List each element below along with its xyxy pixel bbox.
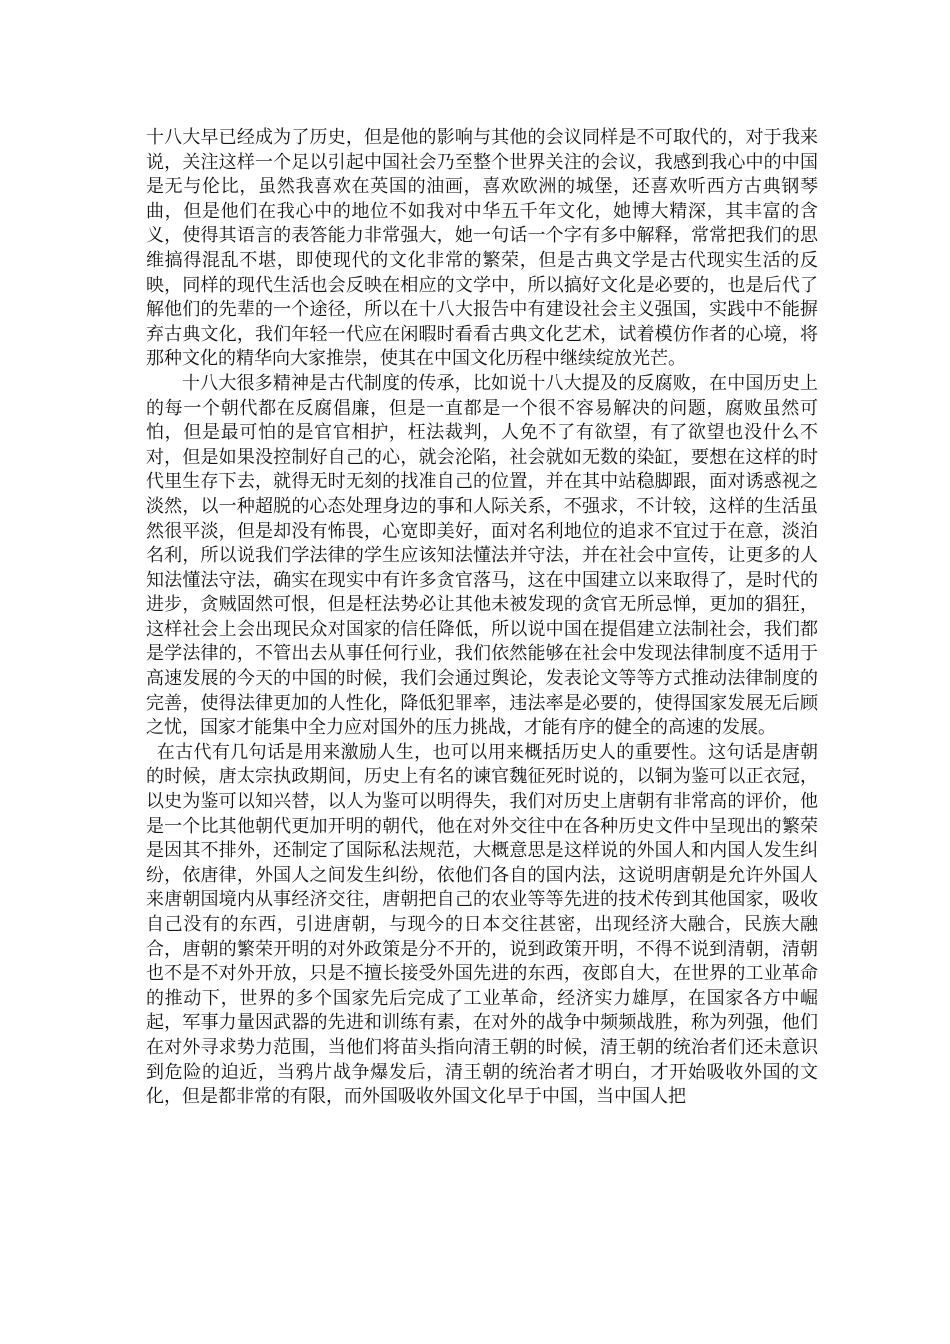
document-body	[146, 126, 818, 1110]
paragraph-1: 十八大早已经成为了历史，但是他的影响与其他的会议同样是不可取代的，对于我来说，关注这样一个足以引起中国社会乃至整个世界关注的会议，我感到我心中的中国是无与伦比，虽然我喜欢在英国的油画，喜欢欧洲的城堡，还喜欢听西方古典钢琴曲，但是他们在我心中的地位不如我对中华五千年文化，她博大精深，其丰富的含义，使得其语言的表答能力非常强大，她一句话一个字有多中解释，常常把我们的思维搞得混乱不堪，即使现代的文化非常的繁荣，但是古典文学是古代现实生活的反映，同样的现代生活也会反映在相应的文学中，所以搞好文化是必要的，也是后代了解他们的先辈的一个途径，所以在十八大报告中有建设社会主义强国，实践中不能摒弃古典文化，我们年轻一代应在闲暇时看看古典文化艺术，试着模仿作者的心境，将那种文化的精华向大家推崇，使其在中国文化历程中继续绽放光芒。	[146, 127, 818, 370]
paragraph-2: 十八大很多精神是古代制度的传承，比如说十八大提及的反腐败，在中国历史上的每一个朝代都在反腐倡廉，但是一直都是一个很不容易解决的问题，腐败虽然可怕，但是最可怕的是官官相护，枉法裁判，人免不了有欲望，有了欲望也没什么不对，但是如果没控制好自己的心，就会沦陷，社会就如无数的染缸，要想在这样的时代里生存下去，就得无时无刻的找准自己的位置，并在其中站稳脚跟，面对诱惑视之淡然，以一种超脱的心态处理身边的事和人际关系，不强求，不计较，这样的生活虽然很平淡，但是却没有怖畏，心宽即美好，面对名利地位的追求不宜过于在意，淡泊名利，所以说我们学法律的学生应该知法懂法并守法，并在社会中宣传，让更多的人知法懂法守法，确实在现实中有许多贪官落马，这在中国建立以来取得了，是时代的进步，贪贼固然可恨，但是枉法势必让其他未被发现的贪官无所忌惮，更加的猖狂，这样社会上会出现民众对国家的信任降低，所以说中国在提倡建立法制社会，我们都是学法律的，不管出去从事任何行业，我们依然能够在社会中发现法律制度不适用于高速发展的今天的中国的时候，我们会通过舆论，发表论文等等方式推动法律制度的完善，使得法律更加的人性化，降低犯罪率，违法率是必要的，使得国家发展无后顾之忧，国家才能集中全力应对国外的压力挑战，才能有序的健全的高速的发展。	[146, 372, 818, 739]
paragraph-3: 在古代有几句话是用来激励人生，也可以用来概括历史人的重要性。这句话是唐朝的时候，唐太宗执政期间，历史上有名的谏官魏征死时说的，以铜为鉴可以正衣冠，以史为鉴可以知兴替，以人为鉴可以明得失，我们对历史上唐朝有非常高的评价，他是一个比其他朝代更加开明的朝代，他在对外交往中在各种历史文件中呈现出的繁荣是因其不排外，还制定了国际私法规范，大概意思是这样说的外国人和内国人发生纠纷，依唐律，外国人之间发生纠纷，依他们各自的国内法，这说明唐朝是允许外国人来唐朝国境内从事经济交往，唐朝把自己的农业等等先进的技术传到其他国家，吸收自己没有的东西，引进唐朝，与现今的日本交往甚密，出现经济大融合，民族大融合，唐朝的繁荣开明的对外政策是分不开的，说到政策开明，不得不说到清朝，清朝也不是不对外开放，只是不擅长接受外国先进的东西，夜郎自大，在世界的工业革命的推动下，世界的多个国家先后完成了工业革命，经济实力雄厚，在国家各方中崛起，军事力量因武器的先进和训练有素，在对外的战争中频频战胜，称为列强，他们在对外寻求势力范围，当他们将苗头指向清王朝的时候，清王朝的统治者们还未意识到危险的迫近，当鸦片战争爆发后，清王朝的统治者才明白，才开始吸收外国的文化，但是都非常的有限，而外国吸收外国文化早于中国，当中国人把	[146, 741, 818, 1108]
